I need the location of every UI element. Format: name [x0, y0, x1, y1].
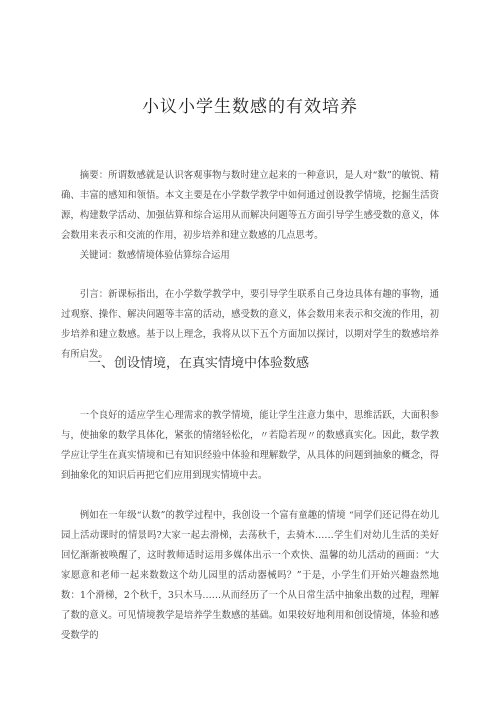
body-paragraph-2: 例如在一年级“认数”的教学过程中，我创设一个富有童趣的情境 “同学们还记得在幼儿园上活动课时的情景吗?大家一起去滑梯，去荡秋千，去骑木……学生们对幼儿生活的美好回忆渐渐被唤醒了，这时教师适时运用多媒体出示一个欢快、温馨的幼儿活动的画面：“大家愿意和老师一起来数数这个幼儿园里的活动器械吗？”于是，小学生们开始兴趣盎然地数：1个滑梯，2个秋千，3只木马……从而经历了一个从日常生活中抽象出数的过程，理解了数的意义。可见情境教学是培养学生数感的基础。如果较好地利用和创设情境，体验和感受数学的	[61, 510, 439, 641]
document-title: 小议小学生数感的有效培养	[142, 97, 358, 117]
intro-paragraph: 引言：新课标指出，在小学数学教学中，要引导学生联系自己身边具体有趣的事物，通过观察、操作、解决问题等丰富的活动，感受数的意义，体会数用来表示和交流的作用，初步培养和建立数感。基于以上理念，我将从以下五个方面加以探讨，以期对学生的数感培养有所启发。	[61, 289, 439, 360]
keywords-line: 关键词：数感情境体验估算综合运用	[79, 250, 230, 261]
body-paragraph-1: 一个良好的适应学生心理需求的教学情境，能让学生注意力集中，思维活跃，大面积参与，使抽象的数学具体化，紧张的情绪轻松化，〃若隐若现〃的数感真实化。因此，数学教学应让学生在真实情境和已有知识经验中体验和理解数学，从具体的问题到抽象的概念，得到抽象化的知识后再把它们应用到现实情境中去。	[61, 410, 439, 481]
abstract-paragraph: 摘要：所谓数感就是认识客观事物与数时建立起来的一种意识，是人对“数”的敏锐、精确、丰富的感知和领悟。本文主要是在小学数学教学中如何通过创设教学情境，挖掘生活资源，构建数学活动、加强估算和综合运用从而解决问题等五方面引导学生感受数的意义，体会数用来表示和交流的作用，初步培养和建立数感的几点思考。	[61, 170, 439, 241]
section-heading: 一、创设情境，在真实情境中体验数感	[88, 356, 310, 371]
